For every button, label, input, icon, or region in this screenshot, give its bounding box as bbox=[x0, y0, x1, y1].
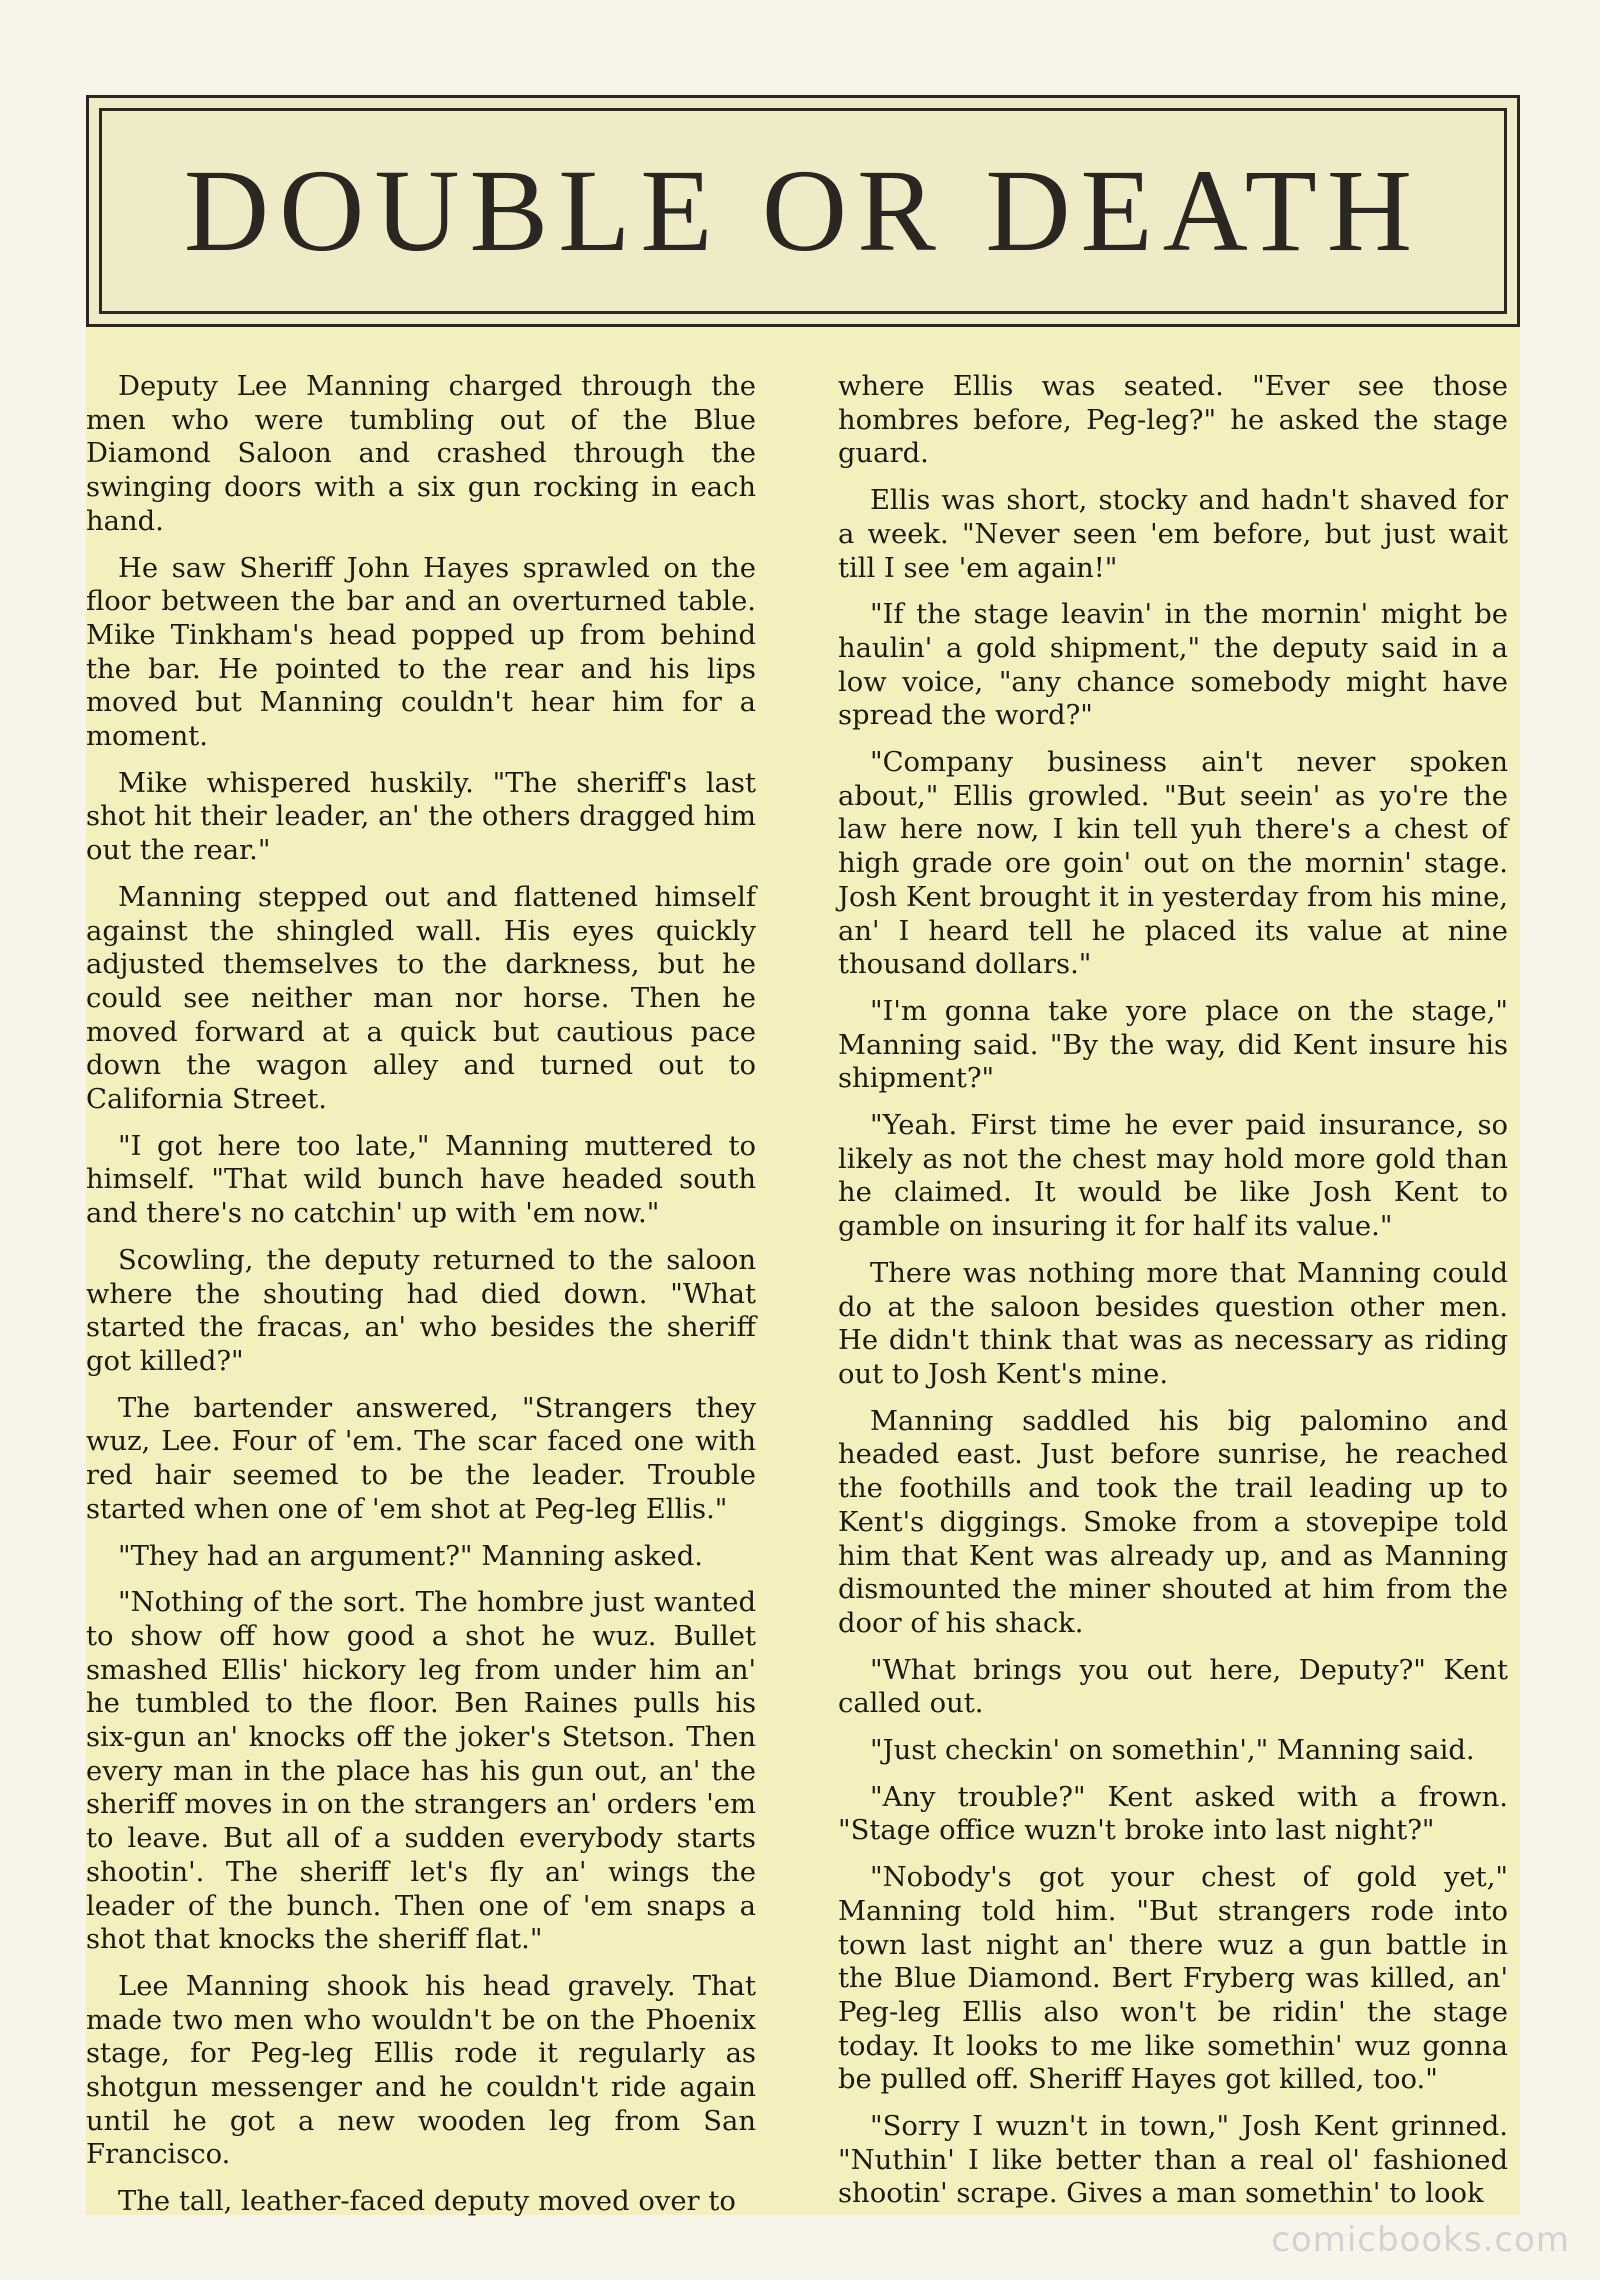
paragraph: "Just checkin' on somethin'," Manning said. bbox=[870, 1735, 1475, 1767]
paragraph: "Nothing of the sort. The hombre just wanted to show off how good a shot he wuz. Bullet smashed Ellis' hickory leg from under him an' he tumbled to the floor. Ben Raines pulls his six-gun an' knocks off the joker's Stetson. Then every man in the place has his gun out, an' the sheriff moves in on the strangers an' orders 'em to leave. But all of a sudden everybody starts shootin'. The sheriff let's fly an' wings the leader of the bunch. Then one of 'em snaps a shot that knocks the sheriff flat." bbox=[86, 1587, 756, 1956]
paragraph: Manning saddled his big palomino and headed east. Just before sunrise, he reached the foothills and took the trail leading up to Kent's diggings. Smoke from a stovepipe told him that Kent was already up, and as Manning dismounted the miner shouted at him from the door of his shack. bbox=[838, 1405, 1508, 1639]
paragraph: where Ellis was seated. "Ever see those hombres before, Peg-leg?" he asked the stage guard. bbox=[838, 371, 1508, 470]
title-inner-frame bbox=[99, 108, 1507, 314]
paragraph: "Nobody's got your chest of gold yet," Manning told him. "But strangers rode into town last night an' there wuz a gun battle in the Blue Diamond. Bert Fryberg was killed, an' Peg-leg Ellis also won't be ridin' the stage today. It looks to me like somethin' wuz gonna be pulled off. Sheriff Hayes got killed, too." bbox=[838, 1862, 1508, 2096]
paragraph: Scowling, the deputy returned to the saloon where the shouting had died down. "What started the fracas, an' who besides the sheriff got killed?" bbox=[86, 1244, 756, 1377]
paragraph: Ellis was short, stocky and hadn't shaved for a week. "Never seen 'em before, but just wait till I see 'em again!" bbox=[838, 485, 1508, 584]
story-page bbox=[86, 95, 1520, 2218]
paragraph: "I got here too late," Manning muttered to himself. "That wild bunch have headed south and there's no catchin' up with 'em now." bbox=[86, 1130, 756, 1230]
watermark: comicbooks.com bbox=[1271, 2220, 1570, 2260]
paragraph: "If the stage leavin' in the mornin' might be haulin' a gold shipment," the deputy said in a low voice, "any chance somebody might have spread the word?" bbox=[838, 599, 1508, 732]
paragraph: The tall, leather-faced deputy moved over to bbox=[118, 2186, 736, 2218]
paragraph: "Company business ain't never spoken about," Ellis growled. "But seein' as yo're the law here now, I kin tell yuh there's a chest of high grade ore goin' out on the mornin' stage. Josh Kent brought it in yesterday from his mine, an' I heard tell he placed its value at nine thousand dollars." bbox=[838, 747, 1508, 981]
story-title: DOUBLE OR DEATH bbox=[183, 145, 1423, 276]
right-column bbox=[838, 370, 1508, 2224]
paragraph: "Sorry I wuzn't in town," Josh Kent grinned. "Nuthin' I like better than a real ol' fashioned shootin' scrape. Gives a man somethin' to look bbox=[838, 2111, 1508, 2210]
paragraph: There was nothing more that Manning could do at the saloon besides question other men. He didn't think that was as necessary as riding out to Josh Kent's mine. bbox=[838, 1257, 1508, 1390]
paragraph: "What brings you out here, Deputy?" Kent called out. bbox=[838, 1654, 1508, 1720]
paragraph: "I'm gonna take yore place on the stage," Manning said. "By the way, did Kent insure his shipment?" bbox=[838, 995, 1508, 1095]
paragraph: The bartender answered, "Strangers they wuz, Lee. Four of 'em. The scar faced one with red hair seemed to be the leader. Trouble started when one of 'em shot at Peg-leg Ellis." bbox=[86, 1392, 756, 1525]
paragraph: "Any trouble?" Kent asked with a frown. "Stage office wuzn't broke into last night?" bbox=[838, 1781, 1508, 1847]
paragraph: He saw Sheriff John Hayes sprawled on the floor between the bar and an overturned table. Mike Tinkham's head popped up from behind the bar. He pointed to the rear and his lips moved but Manning couldn't hear him for a moment. bbox=[86, 552, 756, 753]
title-frame bbox=[86, 95, 1520, 327]
paragraph: Mike whispered huskily. "The sheriff's last shot hit their leader, an' the others dragged him out the rear." bbox=[86, 767, 756, 867]
paragraph: Deputy Lee Manning charged through the men who were tumbling out of the Blue Diamond Saloon and crashed through the swinging doors with a six gun rocking in each hand. bbox=[86, 371, 756, 537]
paragraph: Manning stepped out and flattened himself against the shingled wall. His eyes quickly adjusted themselves to the darkness, but he could see neither man nor horse. Then he moved forward at a quick but cautious pace down the wagon alley and turned out to California Street. bbox=[86, 881, 756, 1116]
left-column bbox=[86, 370, 756, 2232]
paragraph: "Yeah. First time he ever paid insurance, so likely as not the chest may hold more gold than he claimed. It would be like Josh Kent to gamble on insuring it for half its value." bbox=[838, 1110, 1508, 1243]
paragraph: "They had an argument?" Manning asked. bbox=[118, 1540, 703, 1572]
paragraph: Lee Manning shook his head gravely. That made two men who wouldn't be on the Phoenix stage, for Peg-leg Ellis rode it regularly as shotgun messenger and he couldn't ride again until he got a new wooden leg from San Francisco. bbox=[86, 1970, 756, 2171]
